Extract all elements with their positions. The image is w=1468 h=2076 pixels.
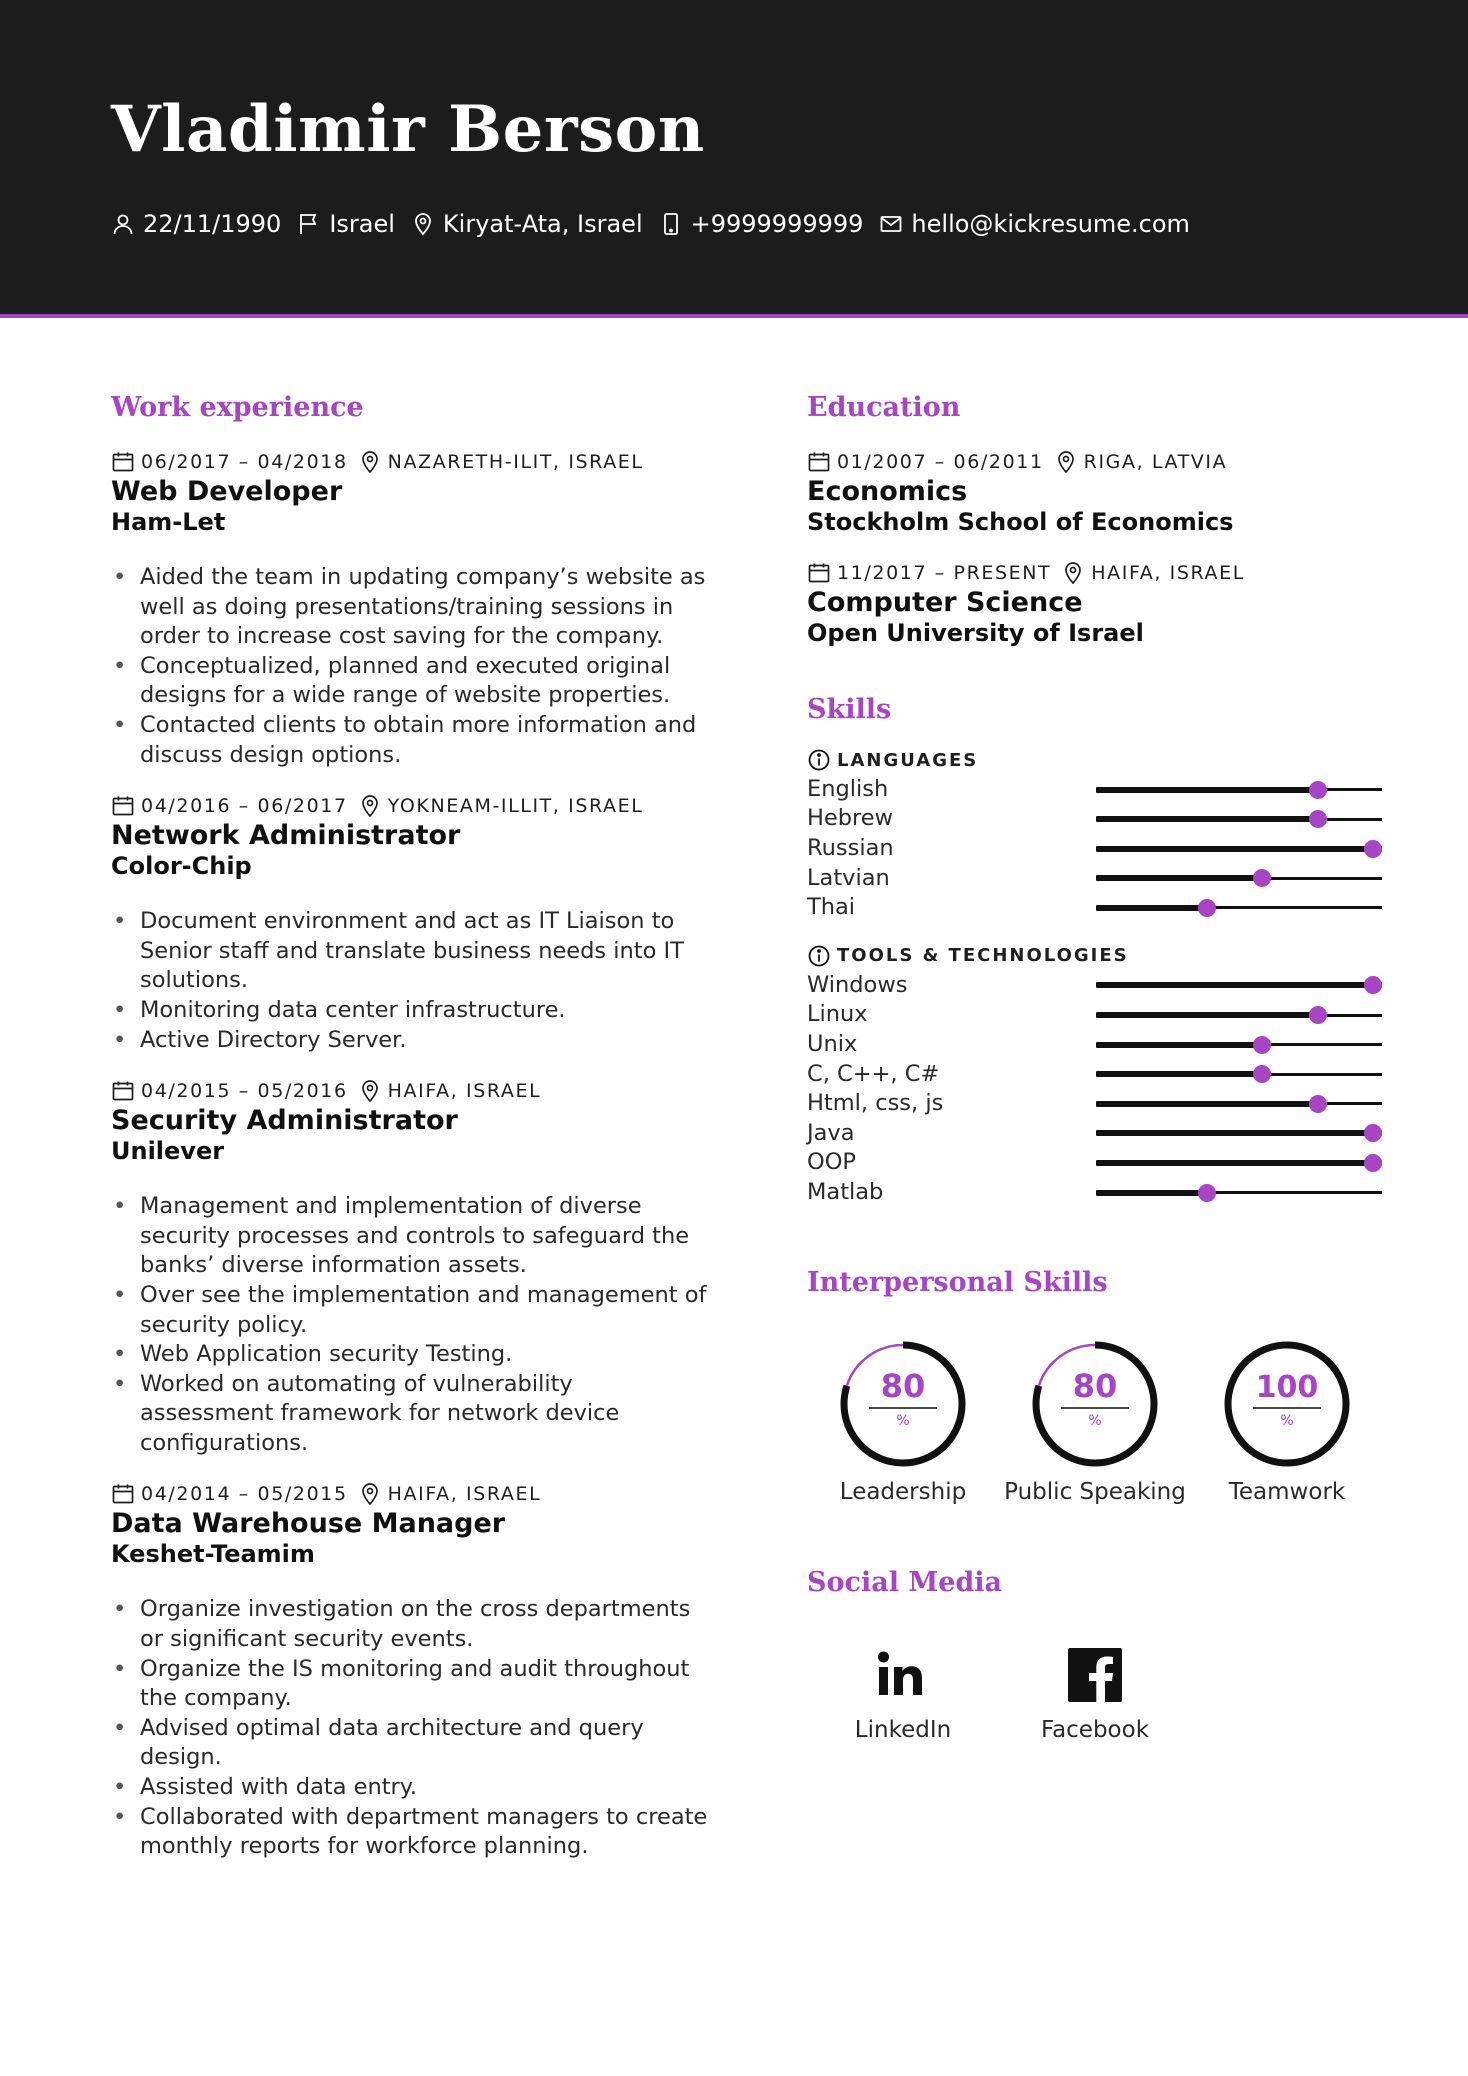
skill-name: English — [807, 775, 889, 802]
email-text: hello@kickresume.com — [911, 210, 1190, 238]
skill-row — [807, 1148, 1387, 1178]
job-bullets — [111, 563, 711, 770]
ring-label: Teamwork — [1228, 1478, 1346, 1505]
skill-name: Matlab — [807, 1178, 884, 1205]
calendar-icon — [111, 450, 135, 474]
education-list — [807, 448, 1387, 648]
date-range: 04/2015 – 05/2016 — [141, 1080, 348, 1103]
bullet-item: • Over see the implementation and management of security policy. — [111, 1281, 711, 1340]
degree: Computer Science — [807, 587, 1083, 618]
date-range: 11/2017 – PRESENT — [837, 562, 1052, 584]
phone-icon — [659, 212, 683, 236]
skill-bar-fill — [1096, 816, 1325, 822]
social-link[interactable] — [999, 1645, 1191, 1743]
map-pin-icon — [358, 794, 382, 818]
calendar-icon — [807, 450, 831, 474]
ring-unit: % — [896, 1412, 910, 1429]
skill-category — [807, 746, 1387, 774]
skill-bar — [1096, 1043, 1382, 1046]
skill-level-dot — [1198, 899, 1216, 917]
bullet-item: • Management and implementation of diverse security processes and controls to safeguard the banks’ diverse information assets. — [111, 1192, 711, 1281]
skill-name: Java — [807, 1119, 855, 1146]
ring-value: 80 — [1072, 1366, 1118, 1405]
education-entry — [807, 448, 1387, 537]
skill-bar — [1096, 1191, 1382, 1194]
calendar-icon — [807, 561, 831, 585]
skill-level-dot — [1309, 1095, 1327, 1113]
skill-category-label: LANGUAGES — [837, 749, 979, 771]
date-range: 04/2016 – 06/2017 — [141, 795, 348, 818]
skill-ring — [807, 1339, 999, 1505]
date-location — [111, 1480, 711, 1508]
skill-bar — [1096, 984, 1382, 987]
location: HAIFA, ISRAEL — [1091, 562, 1245, 584]
map-pin-icon — [411, 212, 435, 236]
interpersonal-section — [807, 1265, 1387, 1505]
job-company: Keshet-Teamim — [111, 1540, 315, 1569]
languages-group — [807, 746, 1387, 922]
interpersonal-heading: Interpersonal Skills — [807, 1266, 1108, 1298]
skill-name: Hebrew — [807, 805, 894, 832]
skill-bar-fill — [1096, 1190, 1210, 1196]
job-entry — [111, 1480, 711, 1861]
contact-email[interactable] — [879, 210, 1190, 238]
skills-heading: Skills — [807, 694, 892, 725]
info-icon — [807, 748, 831, 772]
job-entry — [111, 448, 711, 770]
skill-level-dot — [1364, 840, 1382, 858]
candidate-name: Vladimir Berson — [111, 92, 705, 167]
resume-header — [0, 0, 1468, 318]
calendar-icon — [111, 794, 135, 818]
social-label: Facebook — [1040, 1716, 1150, 1743]
skill-level-dot — [1364, 1154, 1382, 1172]
map-pin-icon — [358, 1079, 382, 1103]
work-experience-heading: Work experience — [111, 392, 364, 423]
bullet-item: • Document environment and act as IT Liaison to Senior staff and translate business needs into IT solutions. — [111, 907, 711, 996]
skill-name: OOP — [807, 1149, 856, 1176]
bullet-item: • Monitoring data center infrastructure. — [111, 996, 711, 1026]
date-location — [111, 792, 711, 820]
bullet-item: • Active Directory Server. — [111, 1026, 711, 1056]
skill-bar-fill — [1096, 846, 1382, 852]
linkedin-icon — [873, 1645, 933, 1705]
skill-level-dot — [1309, 810, 1327, 828]
job-company: Color-Chip — [111, 852, 252, 881]
contact-location — [411, 210, 643, 238]
skill-row — [807, 970, 1387, 1000]
skill-level-dot — [1364, 1124, 1382, 1142]
location-text: Kiryat-Ata, Israel — [442, 210, 643, 238]
skill-bar-fill — [1096, 1130, 1382, 1136]
date-location — [111, 448, 711, 476]
bullet-item: • Web Application security Testing. — [111, 1340, 711, 1370]
skill-row — [807, 1000, 1387, 1030]
job-title: Web Developer — [111, 476, 343, 507]
social-label: LinkedIn — [854, 1716, 952, 1743]
calendar-icon — [111, 1482, 135, 1506]
skill-level-dot — [1309, 1006, 1327, 1024]
social-heading: Social Media — [807, 1566, 1003, 1598]
contact-bar — [111, 206, 1194, 242]
contact-phone[interactable] — [659, 210, 864, 238]
skill-bar-fill — [1096, 787, 1325, 793]
location: RIGA, LATVIA — [1083, 451, 1228, 473]
location: HAIFA, ISRAEL — [387, 1080, 542, 1103]
skill-row — [807, 863, 1387, 893]
skill-bar-fill — [1096, 1160, 1382, 1166]
skill-bar-fill — [1096, 1042, 1268, 1048]
mail-icon — [879, 212, 903, 236]
location: YOKNEAM-ILLIT, ISRAEL — [387, 795, 644, 818]
skill-bar-fill — [1096, 1101, 1325, 1107]
skill-bar — [1096, 818, 1382, 821]
calendar-icon — [111, 1079, 135, 1103]
bullet-item: • Organize investigation on the cross departments or significant security events. — [111, 1595, 711, 1654]
skill-bar — [1096, 1014, 1382, 1017]
ring-value: 80 — [880, 1366, 926, 1405]
date-range: 06/2017 – 04/2018 — [141, 451, 348, 473]
skill-row — [807, 1029, 1387, 1059]
map-pin-icon — [1054, 450, 1078, 474]
skill-bar — [1096, 1073, 1382, 1076]
skill-bar — [1096, 1132, 1382, 1135]
skill-name: Linux — [807, 1001, 868, 1028]
bullet-item: • Worked on automating of vulnerability assessment framework for network device configurations. — [111, 1370, 711, 1459]
nationality-text: Israel — [329, 210, 395, 238]
skill-bar-fill — [1096, 875, 1268, 881]
bullet-item: • Contacted clients to obtain more information and discuss design options. — [111, 711, 711, 770]
location: HAIFA, ISRAEL — [387, 1483, 542, 1506]
job-bullets — [111, 907, 711, 1055]
person-icon — [111, 212, 135, 236]
skill-row — [807, 804, 1387, 834]
skill-category — [807, 942, 1387, 970]
contact-nationality — [297, 210, 395, 238]
skill-bar-fill — [1096, 905, 1210, 911]
skill-level-dot — [1198, 1184, 1216, 1202]
location: NAZARETH-ILIT, ISRAEL — [387, 451, 644, 473]
date-location — [807, 448, 1387, 476]
skill-bar — [1096, 906, 1382, 909]
job-entry — [111, 792, 711, 1055]
skill-category-label: TOOLS & TECHNOLOGIES — [837, 945, 1129, 967]
social-links — [807, 1645, 1387, 1743]
job-bullets — [111, 1595, 711, 1861]
job-title: Security Administrator — [111, 1105, 458, 1137]
ring-chart — [1222, 1339, 1352, 1469]
skill-level-dot — [1364, 976, 1382, 994]
ring-label: Leadership — [839, 1478, 967, 1505]
date-location — [111, 1077, 711, 1105]
job-title: Data Warehouse Manager — [111, 1508, 506, 1540]
skill-row — [807, 1059, 1387, 1089]
skill-ring — [1191, 1339, 1383, 1505]
skill-bar — [1096, 847, 1382, 850]
skill-row — [807, 1088, 1387, 1118]
flag-icon — [297, 212, 321, 236]
job-company: Unilever — [111, 1137, 225, 1166]
skill-bar — [1096, 877, 1382, 880]
job-entry — [111, 1077, 711, 1458]
skill-bar — [1096, 788, 1382, 791]
bullet-item: • Collaborated with department managers to create monthly reports for workforce planning. — [111, 1803, 711, 1862]
education-section — [807, 390, 1387, 648]
map-pin-icon — [358, 1482, 382, 1506]
education-heading: Education — [807, 392, 961, 423]
bullet-item: • Assisted with data entry. — [111, 1773, 711, 1803]
contact-birthdate — [111, 210, 281, 238]
skill-row — [807, 774, 1387, 804]
job-list — [111, 448, 711, 1862]
skill-name: Latvian — [807, 864, 890, 891]
skill-row — [807, 833, 1387, 863]
skill-row — [807, 892, 1387, 922]
ring-value: 100 — [1255, 1369, 1319, 1405]
ring-chart — [1030, 1339, 1160, 1469]
bullet-item: • Advised optimal data architecture and query design. — [111, 1714, 711, 1773]
bullet-item: • Aided the team in updating company’s website as well as doing presentations/training sessions in order to increase cost saving for the company. — [111, 563, 711, 652]
phone-text: +9999999999 — [690, 210, 864, 238]
skill-name: Thai — [807, 894, 856, 921]
ring-chart — [838, 1339, 968, 1469]
skill-bar-fill — [1096, 1071, 1268, 1077]
skill-row — [807, 1177, 1387, 1207]
skill-name: Russian — [807, 834, 894, 861]
map-pin-icon — [358, 450, 382, 474]
date-range: 04/2014 – 05/2015 — [141, 1483, 348, 1506]
degree: Economics — [807, 476, 968, 507]
skill-name: Unix — [807, 1030, 858, 1057]
ring-label: Public Speaking — [1004, 1478, 1186, 1505]
right-column — [807, 390, 1387, 1743]
skill-bar — [1096, 1162, 1382, 1165]
skill-row — [807, 1118, 1387, 1148]
job-company: Ham-Let — [111, 508, 226, 536]
school: Stockholm School of Economics — [807, 508, 1234, 536]
social-link[interactable] — [807, 1645, 999, 1743]
skill-level-dot — [1253, 1065, 1271, 1083]
interpersonal-rings — [807, 1339, 1387, 1505]
bullet-item: • Organize the IS monitoring and audit throughout the company. — [111, 1655, 711, 1714]
date-range: 01/2007 – 06/2011 — [837, 451, 1044, 473]
skill-name: Html, css, js — [807, 1090, 944, 1117]
tools-group — [807, 942, 1387, 1207]
map-pin-icon — [1061, 561, 1085, 585]
date-location — [807, 559, 1387, 587]
ring-unit: % — [1088, 1412, 1102, 1429]
skill-level-dot — [1253, 1036, 1271, 1054]
skill-level-dot — [1253, 869, 1271, 887]
skill-bar — [1096, 1102, 1382, 1105]
facebook-icon — [1065, 1645, 1125, 1705]
school: Open University of Israel — [807, 619, 1144, 647]
skill-name: C, C++, C# — [807, 1060, 940, 1087]
skill-bar-fill — [1096, 1012, 1325, 1018]
education-entry — [807, 559, 1387, 648]
skill-ring — [999, 1339, 1191, 1505]
info-icon — [807, 944, 831, 968]
skill-name: Windows — [807, 971, 908, 998]
ring-unit: % — [1280, 1412, 1294, 1429]
work-experience-section — [111, 390, 711, 1862]
social-section — [807, 1565, 1387, 1743]
job-title: Network Administrator — [111, 820, 461, 852]
skill-bar-fill — [1096, 982, 1382, 988]
skills-section — [807, 692, 1387, 1207]
bullet-item: • Conceptualized, planned and executed original designs for a wide range of website properties. — [111, 652, 711, 711]
job-bullets — [111, 1192, 711, 1458]
skill-level-dot — [1309, 781, 1327, 799]
birthdate-text: 22/11/1990 — [143, 210, 282, 238]
